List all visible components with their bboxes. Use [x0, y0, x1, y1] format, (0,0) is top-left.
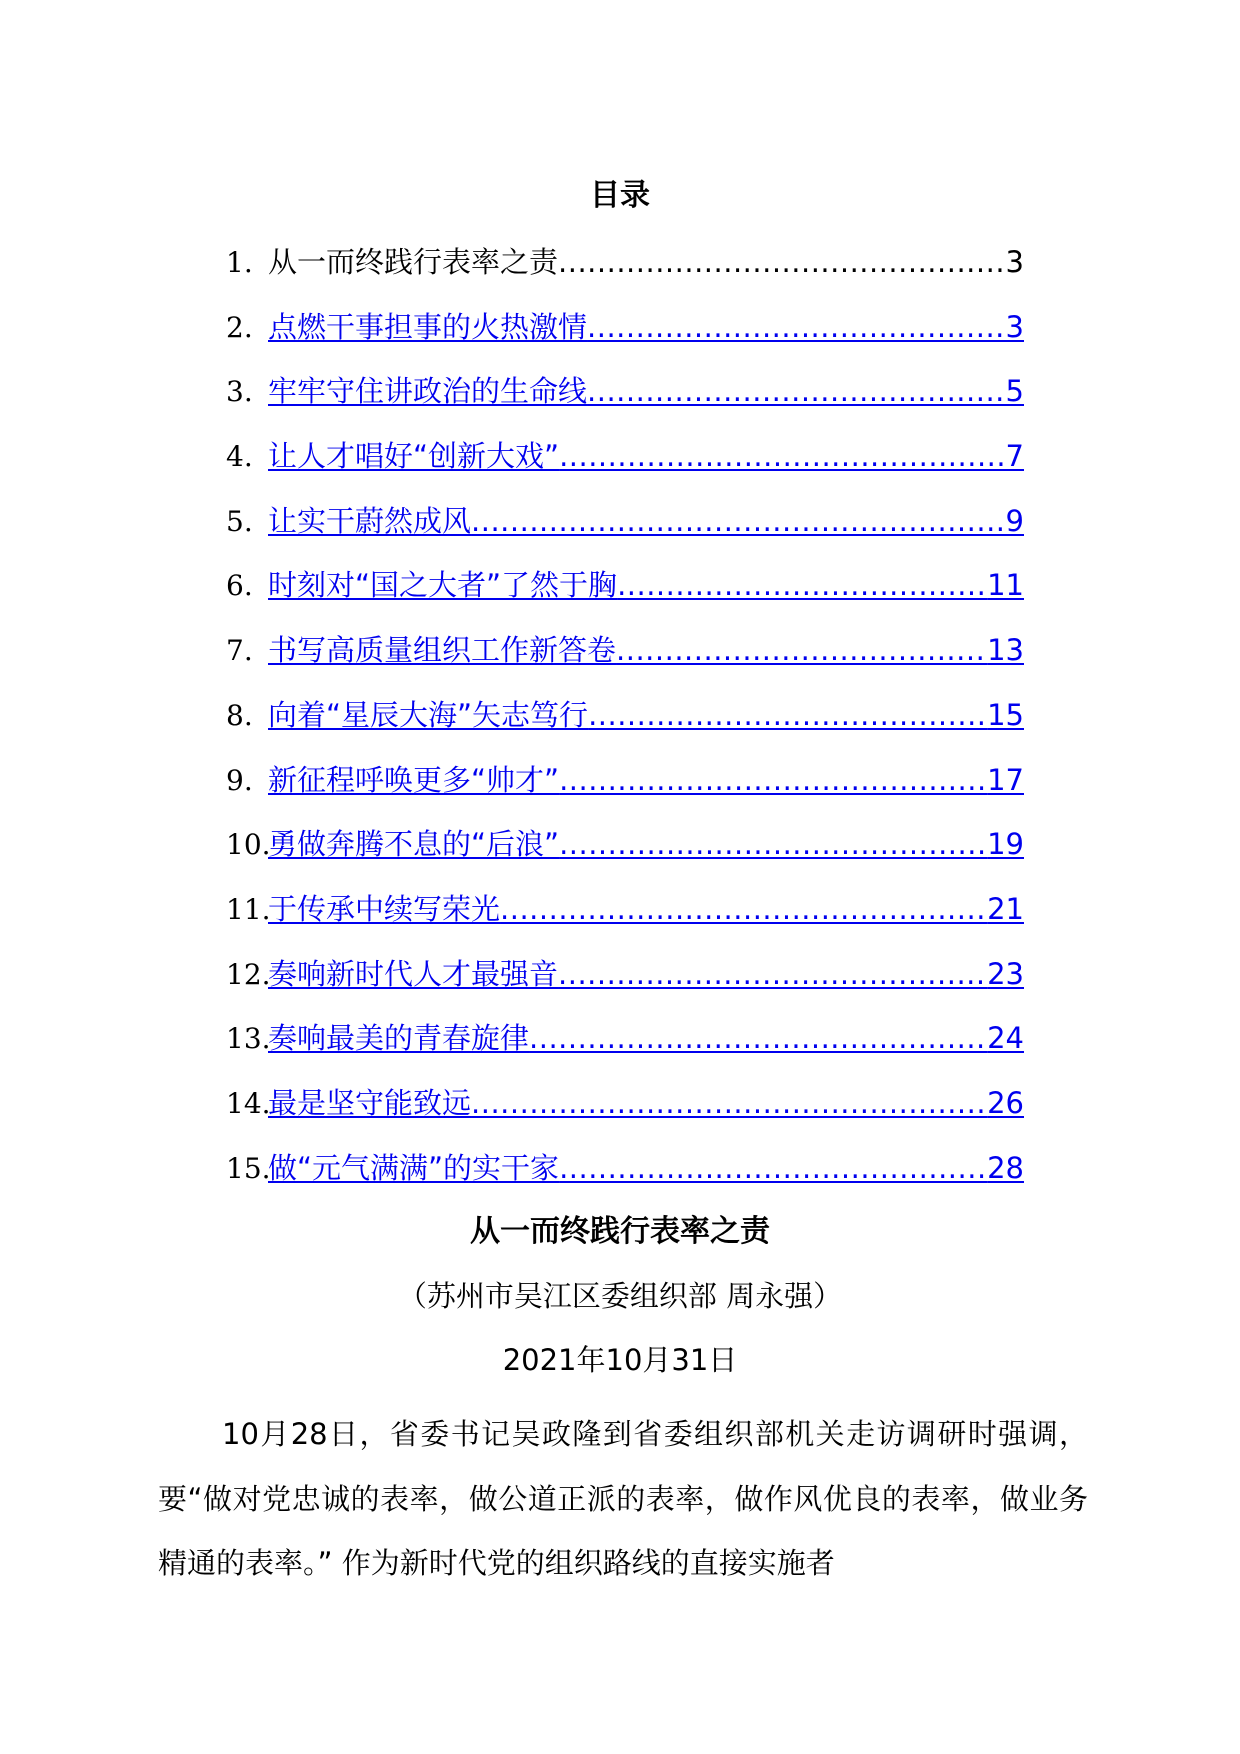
toc-entry-title: 勇做奔腾不息的“后浪” [268, 827, 560, 862]
toc-entry [226, 436, 1024, 501]
toc-entry-link[interactable] [268, 824, 1024, 864]
toc-entry-link[interactable] [268, 565, 1024, 605]
toc-entry [226, 1018, 1024, 1083]
toc-entry-link[interactable] [268, 371, 1024, 411]
toc-entry [226, 1148, 1024, 1213]
toc-entry [226, 889, 1024, 954]
article-author: （苏州市吴江区委组织部 周永强） [397, 1279, 843, 1313]
toc-entry-page-number: 5 [1005, 374, 1024, 409]
toc-leader-dots [559, 824, 987, 864]
toc-entry-link[interactable] [268, 501, 1024, 541]
toc-leader-dots [587, 307, 1006, 347]
toc-entry-number: 9. [226, 763, 253, 797]
toc-entry-page-number: 28 [987, 1150, 1024, 1185]
toc-entry [226, 630, 1024, 695]
toc-entry [226, 371, 1024, 436]
toc-entry-title: 书写高质量组织工作新答卷 [268, 633, 617, 668]
toc-entry-number: 8. [226, 698, 253, 732]
toc-entry-link[interactable] [268, 630, 1024, 670]
toc-entry-page-number: 3 [1005, 245, 1024, 279]
toc-entry [226, 695, 1024, 760]
toc-entry-link[interactable] [268, 889, 1024, 929]
toc-entry-link[interactable] [268, 242, 1024, 282]
toc-entry [226, 824, 1024, 889]
toc-entry [226, 1083, 1024, 1148]
toc-entry-page-number: 13 [987, 633, 1024, 668]
article-date: 2021年10月31日 [502, 1343, 738, 1377]
toc-entry-number: 12. [226, 957, 271, 991]
toc-entry-title: 让实干蔚然成风 [268, 503, 472, 538]
toc-entry-number: 15. [226, 1151, 271, 1185]
toc-entry-number: 7. [226, 634, 253, 668]
toc-entry-page-number: 26 [987, 1085, 1024, 1120]
toc-entry [226, 565, 1024, 630]
toc-entry [226, 954, 1024, 1019]
toc-entry-title: 点燃干事担事的火热激情 [268, 309, 588, 344]
toc-entry [226, 760, 1024, 825]
toc-leader-dots [588, 695, 987, 735]
toc-entry-page-number: 19 [987, 827, 1024, 862]
toc-entry-page-number: 17 [987, 762, 1024, 797]
article-title: 从一而终践行表率之责 [470, 1214, 770, 1249]
toc-entry-page-number: 15 [987, 697, 1024, 732]
toc-entry-title: 从一而终践行表率之责 [268, 245, 559, 279]
toc-entry-page-number: 23 [987, 956, 1024, 991]
toc-entry-number: 4. [226, 440, 253, 474]
toc-leader-dots [559, 1148, 987, 1188]
toc-entry-title: 向着“星辰大海”矢志笃行 [268, 697, 589, 732]
toc-entry-link[interactable] [268, 695, 1024, 735]
toc-entry-number: 1. [226, 246, 253, 279]
toc-entry-page-number: 3 [1005, 309, 1024, 344]
toc-entry [226, 242, 1024, 307]
toc-leader-dots [616, 630, 987, 670]
toc-entry-title: 时刻对“国之大者”了然于胸 [268, 568, 618, 603]
toc-entry-link[interactable] [268, 307, 1024, 347]
toc-leader-dots [471, 501, 1006, 541]
toc-leader-dots [529, 1018, 987, 1058]
toc-entry-number: 2. [226, 310, 253, 344]
toc-leader-dots [558, 242, 1006, 282]
toc-leader-dots [587, 371, 1006, 411]
table-of-contents [226, 242, 1024, 1212]
toc-title: 目录 [590, 178, 650, 213]
toc-entry [226, 501, 1024, 566]
toc-entry-title: 奏响新时代人才最强音 [268, 956, 559, 991]
toc-entry [226, 307, 1024, 372]
toc-entry-link[interactable] [268, 1083, 1024, 1123]
toc-entry-title: 让人才唱好“创新大戏” [268, 439, 560, 474]
toc-entry-link[interactable] [268, 436, 1024, 476]
toc-entry-number: 3. [226, 375, 253, 409]
toc-entry-number: 5. [226, 504, 253, 538]
toc-leader-dots [617, 565, 987, 605]
toc-entry-number: 11. [226, 892, 271, 926]
toc-leader-dots [559, 436, 1005, 476]
toc-entry-title: 于传承中续写荣光 [268, 891, 501, 926]
toc-entry-page-number: 21 [987, 891, 1024, 926]
toc-entry-link[interactable] [268, 1018, 1024, 1058]
toc-entry-page-number: 9 [1005, 503, 1024, 538]
toc-entry-number: 10. [226, 828, 271, 862]
toc-leader-dots [500, 889, 987, 929]
toc-entry-page-number: 11 [987, 568, 1024, 603]
toc-entry-link[interactable] [268, 760, 1024, 800]
toc-entry-number: 13. [226, 1022, 271, 1056]
toc-entry-link[interactable] [268, 954, 1024, 994]
toc-entry-number: 14. [226, 1086, 271, 1120]
toc-leader-dots [559, 760, 987, 800]
toc-entry-link[interactable] [268, 1148, 1024, 1188]
toc-entry-title: 牢牢守住讲政治的生命线 [268, 374, 588, 409]
toc-leader-dots [558, 954, 987, 994]
toc-entry-title: 最是坚守能致远 [268, 1085, 472, 1120]
toc-entry-page-number: 7 [1005, 439, 1024, 474]
toc-entry-page-number: 24 [987, 1021, 1024, 1056]
toc-entry-title: 奏响最美的青春旋律 [268, 1021, 530, 1056]
toc-entry-title: 新征程呼唤更多“帅才” [268, 762, 560, 797]
toc-entry-title: 做“元气满满”的实干家 [268, 1150, 560, 1185]
article-body-paragraph: 10月28日，省委书记吴政隆到省委组织部机关走访调研时强调，要“做对党忠诚的表率，做公道正派的表率，做作风优良的表率，做业务精通的表率。” 作为新时代党的组织路线的直接实施者 [158, 1417, 1088, 1580]
toc-entry-number: 6. [226, 569, 253, 603]
toc-leader-dots [471, 1083, 987, 1123]
